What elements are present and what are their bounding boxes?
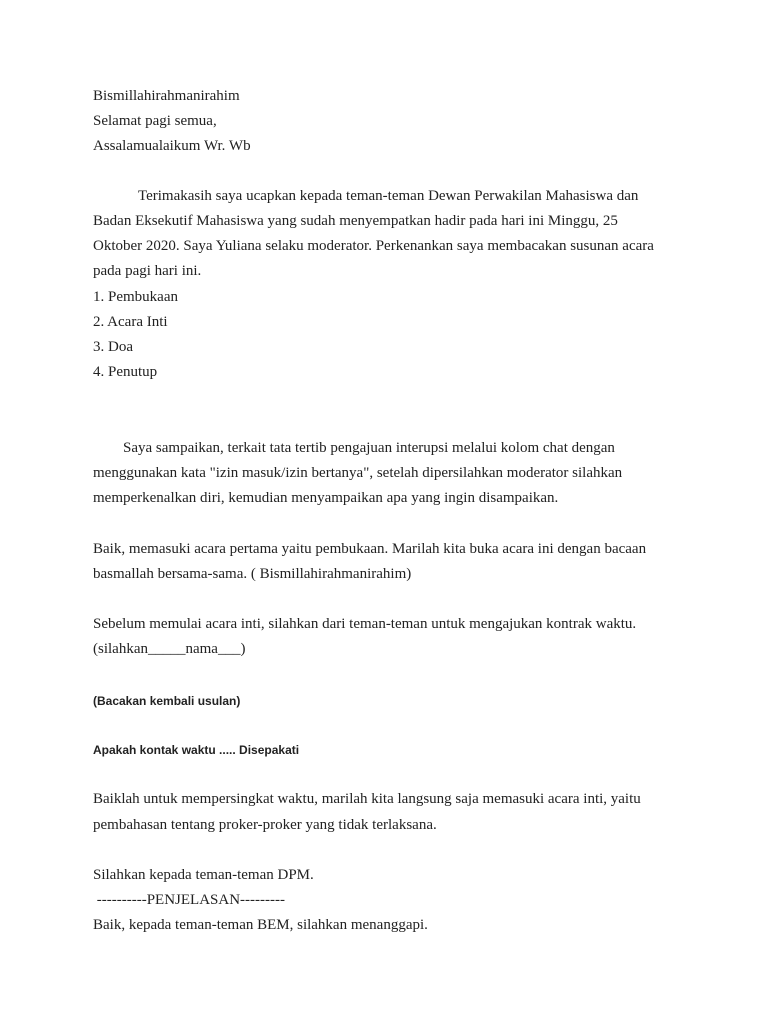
rules-line-3: memperkenalkan diri, kemudian menyampaikan apa yang ingin disampaikan. [93,490,559,506]
opening-line-2: basmallah bersama-sama. ( Bismillahirahmanirahim) [93,566,412,582]
greeting-line-1: Bismillahirahmanirahim [93,88,240,104]
contract-line-2: (silahkan_____nama___) [93,641,246,657]
greeting-line-2: Selamat pagi semua, [93,113,217,129]
bold-note-1: (Bacakan kembali usulan) [93,694,241,708]
opening-line-1: Baik, memasuki acara pertama yaitu pembukaan. Marilah kita buka acara ini dengan bacaan [93,541,647,557]
intro-line-2: Badan Eksekutif Mahasiswa yang sudah menyempatkan hadir pada hari ini Minggu, 25 [93,213,618,229]
closing-line-3: Baik, kepada teman-teman BEM, silahkan menanggapi. [93,917,428,933]
closing-line-1: Silahkan kepada teman-teman DPM. [93,867,314,883]
bold-note-2: Apakah kontak waktu ..... Disepakati [93,743,300,757]
rules-line-1: Saya sampaikan, terkait tata tertib pengajuan interupsi melalui kolom chat dengan [123,440,615,456]
closing-line-2: ----------PENJELASAN--------- [93,892,285,908]
rules-line-2: menggunakan kata "izin masuk/izin bertanya", setelah dipersilahkan moderator silahkan [93,465,623,481]
agenda-item: 2. Acara Inti [93,314,168,330]
main-event-line-2: pembahasan tentang proker-proker yang tidak terlaksana. [93,817,437,833]
intro-line-3: Oktober 2020. Saya Yuliana selaku moderator. Perkenankan saya membacakan susunan acara [93,238,654,254]
agenda-item: 3. Doa [93,339,133,355]
intro-line-4: pada pagi hari ini. [93,263,202,279]
greeting-line-3: Assalamualaikum Wr. Wb [93,138,251,154]
agenda-item: 4. Penutup [93,364,158,380]
contract-line-1: Sebelum memulai acara inti, silahkan dari teman-teman untuk mengajukan kontrak waktu. [93,616,637,632]
agenda-item: 1. Pembukaan [93,289,178,305]
intro-line-1: Terimakasih saya ucapkan kepada teman-teman Dewan Perwakilan Mahasiswa dan [138,188,639,204]
main-event-line-1: Baiklah untuk mempersingkat waktu, marilah kita langsung saja memasuki acara inti, yaitu [93,791,641,807]
